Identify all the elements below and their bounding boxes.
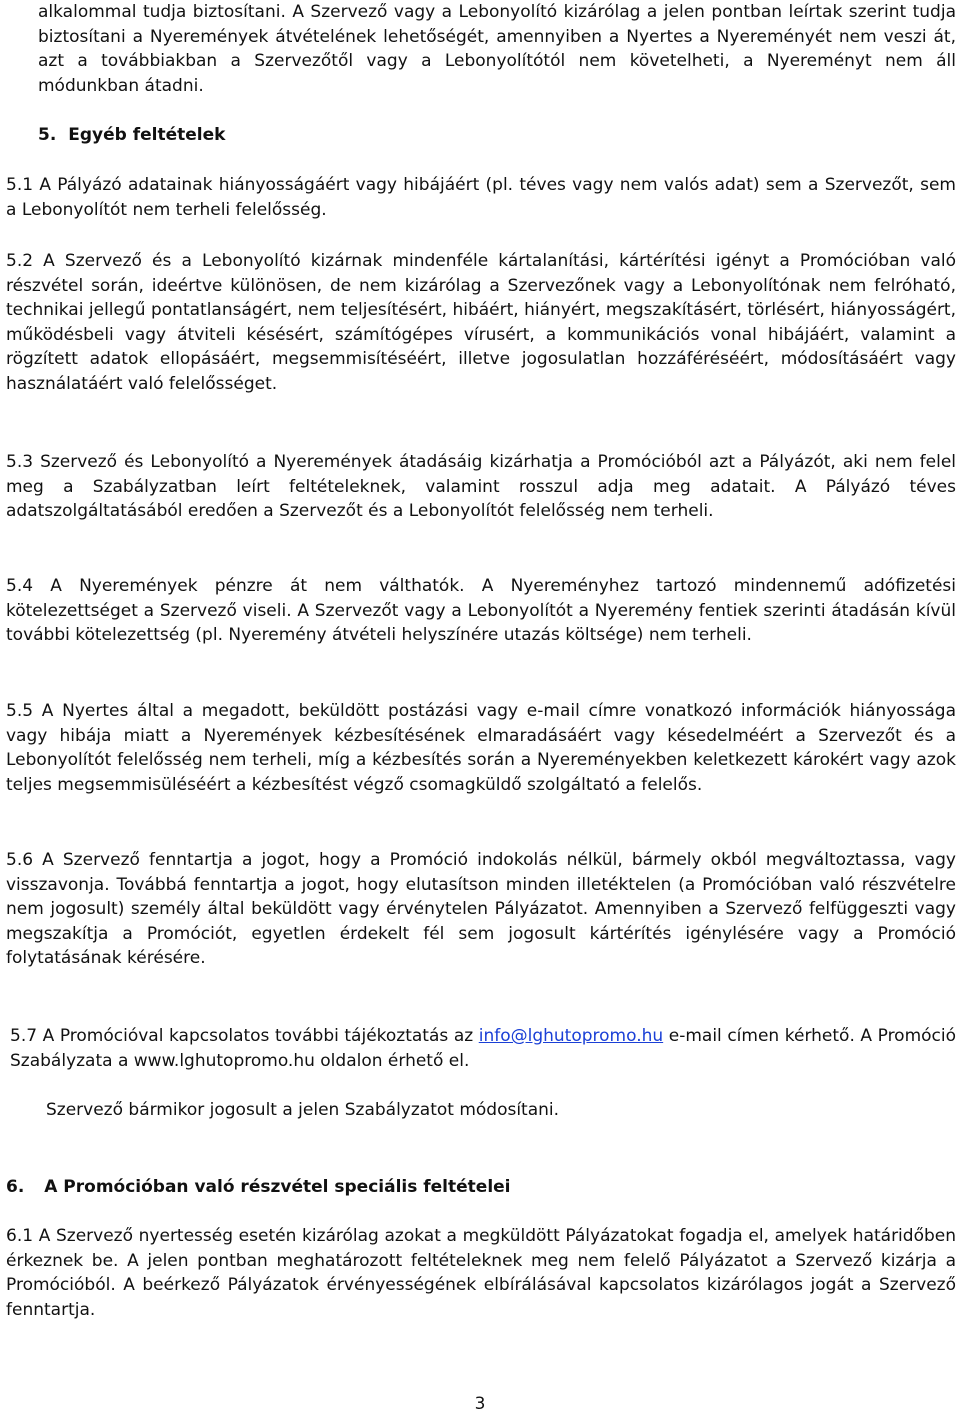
- section-6-number: 6.: [6, 1177, 25, 1197]
- modification-note: Szervező bármikor jogosult a jelen Szabályzatot módosítani.: [46, 1100, 560, 1120]
- clause-text-before-link: A Promócióval kapcsolatos további tájékoztatás az: [42, 1026, 474, 1046]
- clause-text: A Nyeremények pénzre át nem válthatók. A Nyereményhez tartozó mindennemű adófizetési kötelezettséget a Szervező viseli. A Szervezőt vagy a Lebonyolítót a Nyeremény fentiek szerinti átadásán kívül további kötelezettség (pl. Nyeremény átvételi helyszínére utazás költsége) nem terheli.: [6, 576, 956, 646]
- section-5-heading: [38, 123, 225, 148]
- clause-number: 5.4: [6, 576, 34, 596]
- section-5-number: 5.: [38, 125, 57, 145]
- clause-5-2: [6, 249, 956, 397]
- clause-text: A Nyertes által a megadott, beküldött postázási vagy e-mail címre vonatkozó információk hiányossága vagy hibája miatt a Nyeremények kézbesítésének elmaradásáért vagy késedelméért a Szervezőt és a Lebonyolítót felelősség nem terheli, míg a kézbesítés során a Nyereményekben keletkezett károkért vagy azok teljes megsemmisüléséért a kézbesítést végző csomagküldő szolgáltató a felelős.: [6, 701, 956, 795]
- clause-number: 5.7: [10, 1026, 38, 1046]
- clause-number: 5.3: [6, 452, 34, 472]
- clause-text: A Szervező nyertesség esetén kizárólag azokat a megküldött Pályázatokat fogadja el, amelyek határidőben érkeznek be. A jelen pontban meghatározott feltételeknek meg nem felelő Pályázatot a Szervező kizárja a Promócióból. A beérkező Pályázatok érvényességének elbírálásával kapcsolatos kizárólagos jogát a Szervező fenntartja.: [6, 1226, 956, 1320]
- clause-text: A Pályázó adatainak hiányosságáért vagy hibájáért (pl. téves vagy nem valós adat) sem a Szervezőt, sem a Lebonyolítót nem terheli felelősség.: [6, 175, 956, 220]
- clause-5-7: [10, 1024, 956, 1073]
- page-number: 3: [474, 1394, 486, 1414]
- clause-5-4: [6, 574, 956, 648]
- section-5-title: Egyéb feltételek: [68, 125, 226, 145]
- clause-number: 6.1: [6, 1226, 34, 1246]
- clause-5-6: [6, 848, 956, 971]
- clause-5-3: [6, 450, 956, 524]
- clause-5-1: [6, 173, 956, 222]
- clause-5-5: [6, 699, 956, 797]
- clause-number: 5.2: [6, 251, 34, 271]
- section-6-heading: [6, 1175, 511, 1200]
- clause-text: Szervező és Lebonyolító a Nyeremények átadásáig kizárhatja a Promócióból azt a Pályázót, aki nem felel meg a Szabályzatban leírt feltételeknek, valamint rosszul adja meg adatait. A Pályázó téves adatszolgáltatásából eredően a Szervezőt és a Lebonyolítót felelősség nem terheli.: [6, 452, 956, 522]
- continuation-paragraph: alkalommal tudja biztosítani. A Szervező vagy a Lebonyolító kizárólag a jelen pontban leírtak szerint tudja biztosítani a Nyeremények átvételének lehetőségét, amennyiben a Nyertes a Nyereményét nem veszi át, azt a továbbiakban a Szervezőtől vagy a Lebonyolítótól nem követelheti, a Nyereményt nem áll módunkban átadni.: [38, 2, 956, 96]
- clause-text: A Szervező fenntartja a jogot, hogy a Promóció indokolás nélkül, bármely okból megváltoztassa, vagy visszavonja. Továbbá fenntartja a jogot, hogy elutasítson minden illetéktelen (a Promócióban való részvételre nem jogosult) személy által beküldött vagy érvénytelen Pályázatot. Amennyiben a Szervező felfüggeszti vagy megszakítja a Promóciót, egyetlen érdekelt fél sem jogosult kártérítés igénylésére vagy a Promóció folytatásának kérésére.: [6, 850, 956, 969]
- clause-6-1: [6, 1224, 956, 1322]
- clause-text-after-link: e-mail címen kérhető. A Promóció Szabályzata a www.lghutopromo.hu oldalon érhető el.: [10, 1026, 957, 1071]
- contact-email-link[interactable]: info@lghutopromo.hu: [478, 1026, 664, 1046]
- clause-text: A Szervező és a Lebonyolító kizárnak mindenféle kártalanítási, kártérítési igényt a Promócióban való részvétel során, ideértve különösen, de nem kizárólag a Szervezőnek vagy a Lebonyolítónak nem felróható, technikai jellegű pontatlanságért, nem teljesítésért, hibáért, hiányért, megszakításért, törlésért, hiányosságért, működésbeli vagy átviteli késésért, számítógépes vírusért, a kommunikációs vonal hibájáért, valamint a rögzített adatok ellopásáért, megsemmisítéséért, illetve jogosulatlan hozzáféréséért, módosításáért vagy használatáért való felelősséget.: [6, 251, 956, 394]
- section-6-title: A Promócióban való részvétel speciális feltételei: [44, 1177, 511, 1197]
- clause-number: 5.6: [6, 850, 34, 870]
- clause-number: 5.5: [6, 701, 34, 721]
- clause-number: 5.1: [6, 175, 34, 195]
